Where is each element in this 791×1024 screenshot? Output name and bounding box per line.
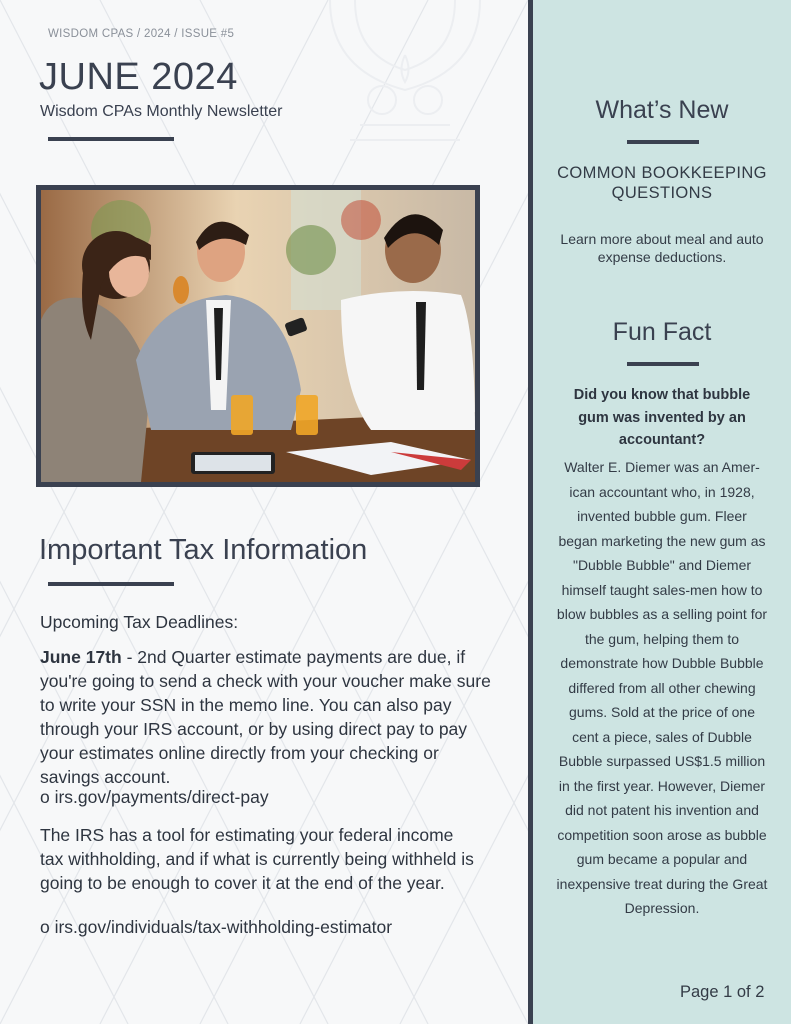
newsletter-subtitle: Wisdom CPAs Monthly Newsletter (40, 103, 283, 120)
section-title-tax-info: Important Tax Information (39, 534, 368, 566)
whats-new-title: What’s New (595, 96, 729, 124)
deadline-date: June 17th (40, 647, 122, 667)
whats-new-headline: COMMON BOOKKEEPING QUESTIONS (557, 164, 767, 202)
fun-fact-body: Walter E. Diemer was an Amer-ican accountant who, in 1928, invented bubble gum. Fleer began marketing the new gum as "Dubble Bubble" and Diemer himself taught sales-men how to blow bubbles as a selling point for the gum, helping them to demonstrate how Dubble Bubble differed from all other chewing gums. Sold at the price of one cent a piece, sales of Dubble Bubble surpassed US$1.5 million in the first year. However, Diemer did not patent his invention and competition soon arose as bubble gum became a popular and inexpensive treat during the Great Depression. (556, 459, 768, 916)
fun-fact-title: Fun Fact (612, 318, 712, 346)
fun-fact-underline (627, 362, 699, 366)
title-underline (48, 137, 174, 141)
deadline-paragraph (40, 645, 500, 789)
page-number: Page 1 of 2 (680, 983, 765, 1001)
withholding-estimator-link[interactable]: o irs.gov/individuals/tax-withholding-estimator (40, 917, 393, 937)
estimator-paragraph: The IRS has a tool for estimating your federal income tax withholding, and if what is currently being withheld is going to be enough to cover it at the end of the year. (40, 825, 474, 893)
photo-illustration (41, 190, 475, 482)
business-meeting-photo (36, 185, 480, 487)
section-underline (48, 582, 174, 586)
deadlines-heading: Upcoming Tax Deadlines: (40, 612, 239, 632)
whats-new-underline (627, 140, 699, 144)
emblem-watermark (330, 0, 480, 140)
newsletter-title: JUNE 2024 (39, 56, 238, 98)
direct-pay-link[interactable]: o irs.gov/payments/direct-pay (40, 787, 269, 807)
fun-fact-question: Did you know that bubble gum was invented by an accountant? (573, 387, 751, 448)
whats-new-text: Learn more about meal and auto expense deductions. (560, 231, 764, 265)
issue-kicker: WISDOM CPAS / 2024 / ISSUE #5 (48, 28, 235, 40)
deadline-text: - 2nd Quarter estimate payments are due, if you're going to send a check with your voucher make sure to write your SSN in the memo line. You can also pay through your IRS account, or by using direct pay to pay your estimates online directly from your checking or savings account. (40, 647, 491, 787)
